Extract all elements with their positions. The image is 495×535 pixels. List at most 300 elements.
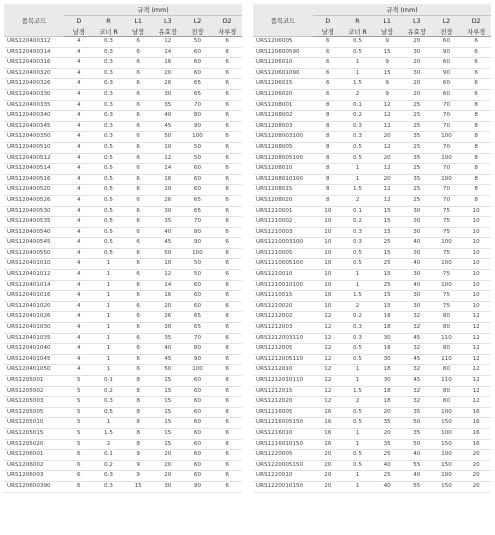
flute-length-cell: 12: [372, 142, 402, 153]
table-row: [4, 386, 242, 397]
effective-length-cell: 35: [153, 100, 183, 111]
overall-length-cell: 65: [183, 206, 213, 217]
flute-length-cell: 9: [123, 471, 153, 482]
flute-length-cell: 25: [372, 259, 402, 270]
flute-length-cell: 20: [372, 407, 402, 418]
shank-diameter-cell: 12: [461, 376, 491, 387]
item-code-cell: URS120400516: [4, 174, 64, 185]
flute-length-cell: 20: [372, 174, 402, 185]
table-row: [4, 238, 242, 249]
overall-length-cell: 75: [432, 291, 462, 302]
shank-diameter-cell: 8: [461, 164, 491, 175]
item-code-cell: URS120400320: [4, 68, 64, 79]
corner-r-cell: 1: [94, 259, 124, 270]
table-row: [253, 111, 491, 122]
shank-diameter-cell: 16: [461, 428, 491, 439]
flute-length-cell: 8: [123, 397, 153, 408]
shank-diameter-cell: 10: [461, 291, 491, 302]
effective-length-cell: 32: [402, 397, 432, 408]
corner-r-cell: 1: [343, 58, 373, 69]
flute-length-cell: 6: [123, 312, 153, 323]
diameter-cell: 4: [64, 354, 94, 365]
table-row: [253, 58, 491, 69]
overall-length-cell: 50: [183, 270, 213, 281]
flute-length-cell: 6: [123, 58, 153, 69]
corner-r-cell: 0.3: [343, 333, 373, 344]
table-row: [4, 100, 242, 111]
corner-r-cell: 1: [343, 365, 373, 376]
effective-length-cell: 12: [153, 153, 183, 164]
shank-diameter-cell: 6: [212, 376, 242, 387]
shank-diameter-cell: 6: [212, 111, 242, 122]
effective-length-cell: 30: [402, 291, 432, 302]
effective-length-cell: 55: [402, 460, 432, 471]
diameter-cell: 5: [64, 376, 94, 387]
effective-length-cell: 30: [402, 270, 432, 281]
diameter-cell: 4: [64, 153, 94, 164]
shank-diameter-cell: 10: [461, 238, 491, 249]
flute-length-cell: 15: [372, 206, 402, 217]
corner-r-cell: 0.5: [343, 142, 373, 153]
diameter-cell: 4: [64, 89, 94, 100]
col-sym-r: R: [94, 16, 124, 27]
flute-length-cell: 6: [123, 153, 153, 164]
flute-length-cell: 15: [372, 47, 402, 58]
flute-length-cell: 40: [372, 460, 402, 471]
corner-r-cell: 0.3: [94, 132, 124, 143]
diameter-cell: 6: [313, 37, 343, 48]
table-row: [4, 354, 242, 365]
effective-length-cell: 25: [402, 142, 432, 153]
flute-length-cell: 6: [123, 142, 153, 153]
table-row: [4, 439, 242, 450]
overall-length-cell: 60: [183, 68, 213, 79]
diameter-cell: 10: [313, 270, 343, 281]
effective-length-cell: 20: [402, 58, 432, 69]
shank-diameter-cell: 6: [212, 323, 242, 334]
effective-length-cell: 35: [402, 428, 432, 439]
overall-length-cell: 75: [432, 248, 462, 259]
table-row: [253, 365, 491, 376]
effective-length-cell: 15: [153, 397, 183, 408]
overall-length-cell: 60: [183, 291, 213, 302]
corner-r-cell: 1: [343, 270, 373, 281]
shank-diameter-cell: 8: [461, 100, 491, 111]
overall-length-cell: 60: [183, 407, 213, 418]
corner-r-cell: 0.3: [343, 132, 373, 143]
item-code-cell: URS1208010: [253, 164, 313, 175]
diameter-cell: 4: [64, 227, 94, 238]
flute-length-cell: 20: [372, 153, 402, 164]
flute-length-cell: 6: [123, 100, 153, 111]
table-row: [253, 376, 491, 387]
flute-length-cell: 6: [123, 174, 153, 185]
diameter-cell: 4: [64, 270, 94, 281]
corner-r-cell: 0.3: [94, 58, 124, 69]
item-code-cell: URS120401026: [4, 312, 64, 323]
diameter-cell: 10: [313, 291, 343, 302]
corner-r-cell: 1: [94, 333, 124, 344]
flute-length-cell: 18: [372, 344, 402, 355]
col-sym-r: R: [343, 16, 373, 27]
item-code-cell: URS120400540: [4, 227, 64, 238]
item-code-cell: URS1210005: [253, 248, 313, 259]
flute-length-cell: 6: [123, 206, 153, 217]
diameter-cell: 16: [313, 439, 343, 450]
overall-length-cell: 70: [183, 333, 213, 344]
effective-length-cell: 20: [153, 471, 183, 482]
corner-r-cell: 0.3: [94, 47, 124, 58]
diameter-cell: 8: [313, 132, 343, 143]
effective-length-cell: 40: [153, 344, 183, 355]
shank-diameter-cell: 8: [461, 142, 491, 153]
overall-length-cell: 80: [432, 312, 462, 323]
corner-r-cell: 1: [94, 323, 124, 334]
overall-length-cell: 65: [183, 79, 213, 90]
flute-length-cell: 12: [372, 121, 402, 132]
diameter-cell: 6: [313, 79, 343, 90]
effective-length-cell: 20: [153, 301, 183, 312]
shank-diameter-cell: 20: [461, 450, 491, 461]
item-code-cell: URS1205020: [4, 439, 64, 450]
corner-r-cell: 1.5: [343, 386, 373, 397]
flute-length-cell: 20: [372, 428, 402, 439]
col-kor-l2: 전장: [432, 26, 462, 37]
corner-r-cell: 1.5: [94, 428, 124, 439]
item-code-cell: URS1216005150: [253, 418, 313, 429]
table-row: [4, 428, 242, 439]
corner-r-cell: 1: [94, 280, 124, 291]
item-code-cell: URS1205002: [4, 386, 64, 397]
table-row: [253, 227, 491, 238]
effective-length-cell: 50: [402, 439, 432, 450]
diameter-cell: 4: [64, 195, 94, 206]
diameter-cell: 4: [64, 259, 94, 270]
shank-diameter-cell: 6: [212, 460, 242, 471]
item-code-cell: URS120401020: [4, 301, 64, 312]
flute-length-cell: 15: [372, 270, 402, 281]
shank-diameter-cell: 6: [212, 206, 242, 217]
item-code-cell: URS120401014: [4, 280, 64, 291]
overall-length-cell: 60: [183, 460, 213, 471]
table-row: [253, 344, 491, 355]
corner-r-cell: 0.3: [94, 111, 124, 122]
effective-length-cell: 40: [153, 111, 183, 122]
overall-length-cell: 100: [432, 471, 462, 482]
overall-length-cell: 80: [183, 111, 213, 122]
effective-length-cell: 20: [153, 460, 183, 471]
table-row: [253, 407, 491, 418]
shank-diameter-cell: 6: [212, 450, 242, 461]
shank-diameter-cell: 8: [461, 121, 491, 132]
flute-length-cell: 30: [372, 333, 402, 344]
diameter-cell: 20: [313, 450, 343, 461]
item-code-cell: URS120400550: [4, 248, 64, 259]
table-row: [4, 217, 242, 228]
corner-r-cell: 1.5: [343, 79, 373, 90]
diameter-cell: 4: [64, 185, 94, 196]
spec-table-left: [4, 4, 242, 493]
item-code-cell: URS120400340: [4, 111, 64, 122]
corner-r-cell: 0.5: [343, 47, 373, 58]
corner-r-cell: 0.5: [343, 248, 373, 259]
overall-length-cell: 150: [432, 439, 462, 450]
overall-length-cell: 110: [432, 333, 462, 344]
overall-length-cell: 50: [183, 37, 213, 48]
overall-length-cell: 70: [432, 100, 462, 111]
flute-length-cell: 18: [372, 323, 402, 334]
effective-length-cell: 45: [402, 376, 432, 387]
effective-length-cell: 30: [402, 47, 432, 58]
flute-length-cell: 6: [123, 185, 153, 196]
overall-length-cell: 60: [183, 174, 213, 185]
item-code-cell: URS1208005100: [253, 153, 313, 164]
diameter-cell: 10: [313, 248, 343, 259]
overall-length-cell: 60: [183, 397, 213, 408]
item-code-cell: URS1205015: [4, 428, 64, 439]
corner-r-cell: 0.5: [94, 407, 124, 418]
item-code-cell: URS120400520: [4, 185, 64, 196]
table-row: [253, 185, 491, 196]
overall-length-cell: 100: [432, 132, 462, 143]
table-row: [253, 248, 491, 259]
table-row: [4, 206, 242, 217]
diameter-cell: 4: [64, 58, 94, 69]
table-row: [4, 58, 242, 69]
table-row: [253, 481, 491, 492]
overall-length-cell: 90: [432, 47, 462, 58]
effective-length-cell: 45: [402, 354, 432, 365]
flute-length-cell: 12: [372, 164, 402, 175]
effective-length-cell: 50: [153, 132, 183, 143]
shank-diameter-cell: 6: [212, 471, 242, 482]
table-row: [253, 460, 491, 471]
col-sym-d2: D2: [461, 16, 491, 27]
diameter-cell: 4: [64, 291, 94, 302]
table-row: [4, 248, 242, 259]
item-code-cell: URS1208002: [253, 111, 313, 122]
corner-r-cell: 0.3: [343, 121, 373, 132]
shank-diameter-cell: 6: [212, 37, 242, 48]
flute-length-cell: 6: [123, 132, 153, 143]
corner-r-cell: 0.3: [94, 397, 124, 408]
shank-diameter-cell: 6: [212, 100, 242, 111]
flute-length-cell: 15: [372, 248, 402, 259]
table-row: [253, 259, 491, 270]
shank-diameter-cell: 6: [212, 291, 242, 302]
col-kor-l1: 날장: [372, 26, 402, 37]
flute-length-cell: 6: [123, 227, 153, 238]
shank-diameter-cell: 8: [461, 185, 491, 196]
table-row: [4, 301, 242, 312]
diameter-cell: 4: [64, 111, 94, 122]
corner-r-cell: 0.3: [94, 79, 124, 90]
flute-length-cell: 8: [123, 376, 153, 387]
effective-length-cell: 30: [402, 206, 432, 217]
item-code-cell: URS1210002: [253, 217, 313, 228]
table-row: [253, 323, 491, 334]
item-code-cell: URS1208015: [253, 185, 313, 196]
table-body: [253, 37, 491, 493]
flute-length-cell: 15: [123, 481, 153, 492]
overall-length-cell: 50: [183, 142, 213, 153]
table-row: [4, 418, 242, 429]
effective-length-cell: 50: [153, 365, 183, 376]
shank-diameter-cell: 6: [212, 407, 242, 418]
shank-diameter-cell: 6: [212, 89, 242, 100]
shank-diameter-cell: 6: [461, 47, 491, 58]
corner-r-cell: 0.5: [343, 354, 373, 365]
table-row: [4, 270, 242, 281]
corner-r-cell: 1: [94, 354, 124, 365]
flute-length-cell: 6: [123, 291, 153, 302]
flute-length-cell: 6: [123, 121, 153, 132]
corner-r-cell: 1: [343, 376, 373, 387]
item-code-cell: URS1216010150: [253, 439, 313, 450]
item-code-cell: URS120400326: [4, 79, 64, 90]
table-row: [4, 89, 242, 100]
corner-r-cell: 0.2: [343, 312, 373, 323]
diameter-cell: 8: [313, 111, 343, 122]
overall-length-cell: 100: [183, 248, 213, 259]
effective-length-cell: 20: [402, 89, 432, 100]
corner-r-cell: 0.3: [94, 121, 124, 132]
overall-length-cell: 110: [432, 354, 462, 365]
table-row: [4, 227, 242, 238]
corner-r-cell: 0.3: [343, 323, 373, 334]
corner-r-cell: 0.1: [343, 100, 373, 111]
shank-diameter-cell: 6: [212, 344, 242, 355]
shank-diameter-cell: 6: [461, 37, 491, 48]
effective-length-cell: 12: [153, 37, 183, 48]
col-sym-l3: L3: [153, 16, 183, 27]
effective-length-cell: 32: [402, 344, 432, 355]
corner-r-cell: 0.5: [343, 344, 373, 355]
col-sym-l1: L1: [372, 16, 402, 27]
overall-length-cell: 110: [432, 376, 462, 387]
corner-r-cell: 1.5: [343, 185, 373, 196]
shank-diameter-cell: 12: [461, 333, 491, 344]
diameter-cell: 20: [313, 471, 343, 482]
effective-length-cell: 40: [402, 280, 432, 291]
table-row: [253, 79, 491, 90]
corner-r-cell: 0.5: [94, 142, 124, 153]
shank-diameter-cell: 6: [212, 333, 242, 344]
item-code-cell: URS1205001: [4, 376, 64, 387]
shank-diameter-cell: 10: [461, 248, 491, 259]
flute-length-cell: 6: [123, 89, 153, 100]
shank-diameter-cell: 6: [212, 238, 242, 249]
overall-length-cell: 70: [432, 195, 462, 206]
effective-length-cell: 35: [402, 132, 432, 143]
corner-r-cell: 0.5: [343, 450, 373, 461]
shank-diameter-cell: 20: [461, 460, 491, 471]
corner-r-cell: 1: [343, 428, 373, 439]
shank-diameter-cell: 6: [212, 270, 242, 281]
overall-length-cell: 50: [183, 259, 213, 270]
flute-length-cell: 6: [123, 301, 153, 312]
item-code-cell: URS120400314: [4, 47, 64, 58]
diameter-cell: 5: [64, 418, 94, 429]
diameter-cell: 6: [313, 68, 343, 79]
effective-length-cell: 12: [153, 270, 183, 281]
overall-length-cell: 60: [432, 79, 462, 90]
corner-r-cell: 0.3: [94, 89, 124, 100]
item-code-cell: URS1212003: [253, 323, 313, 334]
item-code-cell: URS1210010100: [253, 280, 313, 291]
overall-length-cell: 60: [183, 164, 213, 175]
item-code-cell: URS120400535: [4, 217, 64, 228]
corner-r-cell: 0.1: [343, 206, 373, 217]
diameter-cell: 4: [64, 174, 94, 185]
flute-length-cell: 12: [372, 185, 402, 196]
shank-diameter-cell: 6: [212, 386, 242, 397]
shank-diameter-cell: 6: [212, 195, 242, 206]
item-code-cell: URS120400316: [4, 58, 64, 69]
diameter-cell: 6: [64, 481, 94, 492]
effective-length-cell: 25: [402, 111, 432, 122]
shank-diameter-cell: 12: [461, 312, 491, 323]
col-sym-d2: D2: [212, 16, 242, 27]
table-row: [253, 418, 491, 429]
overall-length-cell: 75: [432, 227, 462, 238]
diameter-cell: 16: [313, 407, 343, 418]
corner-r-cell: 2: [94, 439, 124, 450]
overall-length-cell: 80: [432, 386, 462, 397]
corner-r-cell: 1: [94, 291, 124, 302]
flute-length-cell: 6: [123, 259, 153, 270]
diameter-cell: 12: [313, 333, 343, 344]
col-kor-l3: 유효장: [153, 26, 183, 37]
corner-r-cell: 0.5: [343, 460, 373, 471]
item-code-cell: URS1220005: [253, 450, 313, 461]
item-code-cell: URS1210015: [253, 291, 313, 302]
corner-r-cell: 0.5: [343, 259, 373, 270]
item-code-cell: URS1210005100: [253, 259, 313, 270]
col-sym-d: D: [313, 16, 343, 27]
shank-diameter-cell: 10: [461, 206, 491, 217]
flute-length-cell: 6: [123, 365, 153, 376]
effective-length-cell: 55: [402, 481, 432, 492]
flute-length-cell: 6: [123, 323, 153, 334]
table-row: [253, 312, 491, 323]
diameter-cell: 12: [313, 365, 343, 376]
diameter-cell: 8: [313, 100, 343, 111]
col-sym-l2: L2: [432, 16, 462, 27]
overall-length-cell: 65: [183, 312, 213, 323]
table-row: [253, 121, 491, 132]
diameter-cell: 8: [313, 195, 343, 206]
flute-length-cell: 25: [372, 280, 402, 291]
table-row: [4, 164, 242, 175]
corner-r-cell: 1: [94, 344, 124, 355]
diameter-cell: 4: [64, 323, 94, 334]
item-code-cell: URS120600590: [253, 47, 313, 58]
col-sym-d: D: [64, 16, 94, 27]
col-sym-l1: L1: [123, 16, 153, 27]
flute-length-cell: 6: [123, 68, 153, 79]
table-row: [4, 323, 242, 334]
corner-r-cell: 0.5: [343, 153, 373, 164]
flute-length-cell: 35: [372, 439, 402, 450]
col-kor-d: 날경: [313, 26, 343, 37]
item-code-cell: URS1212015: [253, 386, 313, 397]
overall-length-cell: 90: [183, 238, 213, 249]
item-code-cell: URS1206001: [4, 450, 64, 461]
corner-r-cell: 1.5: [343, 291, 373, 302]
effective-length-cell: 15: [153, 418, 183, 429]
effective-length-cell: 20: [153, 450, 183, 461]
